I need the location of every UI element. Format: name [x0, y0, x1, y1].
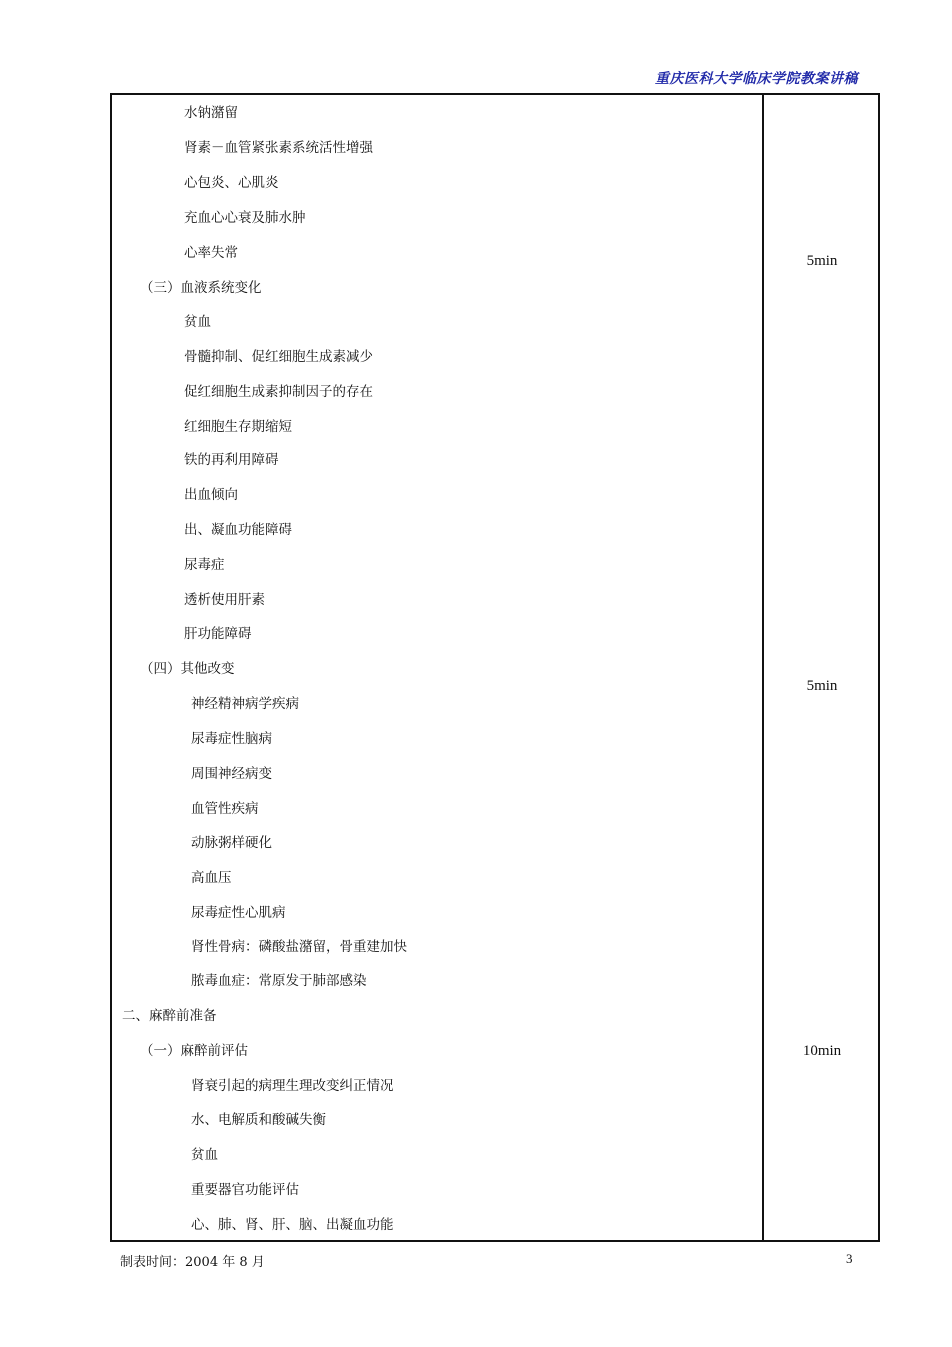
content-line: 尿毒症性脑病 — [191, 731, 272, 747]
content-line: 出、凝血功能障碍 — [184, 522, 292, 538]
section-heading: （三）血液系统变化 — [140, 280, 262, 296]
lesson-table — [110, 93, 880, 1242]
time-allocation: 5min — [806, 678, 838, 694]
content-line: 尿毒症 — [184, 557, 225, 573]
content-line: 充血心心衰及肺水肿 — [184, 210, 306, 226]
content-line: 肾素－血管紧张素系统活性增强 — [184, 140, 373, 156]
content-line: 骨髓抑制、促红细胞生成素减少 — [184, 349, 373, 365]
content-line: 红细胞生存期缩短 — [184, 419, 292, 435]
footer-date: 制表时间：2004 年 8 月 — [120, 1255, 265, 1270]
content-line: 铁的再利用障碍 — [184, 452, 279, 468]
chapter-heading: 二、麻醉前准备 — [122, 1008, 217, 1024]
content-line: 水钠潴留 — [184, 105, 238, 121]
time-allocation: 10min — [802, 1043, 842, 1059]
content-line: 重要器官功能评估 — [191, 1182, 299, 1198]
content-line: 周围神经病变 — [191, 766, 272, 782]
section-heading: （四）其他改变 — [140, 661, 235, 677]
content-line: 神经精神病学疾病 — [191, 696, 299, 712]
content-line: 肾性骨病：磷酸盐潴留，骨重建加快 — [191, 939, 407, 955]
content-line: 贫血 — [191, 1147, 218, 1163]
section-heading: （一）麻醉前评估 — [140, 1043, 248, 1059]
content-line: 血管性疾病 — [191, 801, 259, 817]
content-line: 肾衰引起的病理生理改变纠正情况 — [191, 1078, 394, 1094]
content-line: 促红细胞生成素抑制因子的存在 — [184, 384, 373, 400]
document-header-title: 重庆医科大学临床学院教案讲稿 — [655, 71, 858, 87]
content-line: 动脉粥样硬化 — [191, 835, 272, 851]
content-line: 心包炎、心肌炎 — [184, 175, 279, 191]
content-line: 脓毒血症：常原发于肺部感染 — [191, 973, 367, 989]
content-line: 贫血 — [184, 314, 211, 330]
content-line: 尿毒症性心肌病 — [191, 905, 286, 921]
content-line: 心率失常 — [184, 245, 238, 261]
content-line: 出血倾向 — [184, 487, 238, 503]
page-number: 3 — [846, 1251, 853, 1266]
content-line: 透析使用肝素 — [184, 592, 265, 608]
time-allocation: 5min — [806, 253, 838, 269]
content-line: 水、电解质和酸碱失衡 — [191, 1112, 326, 1128]
content-line: 高血压 — [191, 870, 232, 886]
content-line: 肝功能障碍 — [184, 626, 252, 642]
content-line: 心、肺、肾、肝、脑、出凝血功能 — [191, 1217, 394, 1233]
